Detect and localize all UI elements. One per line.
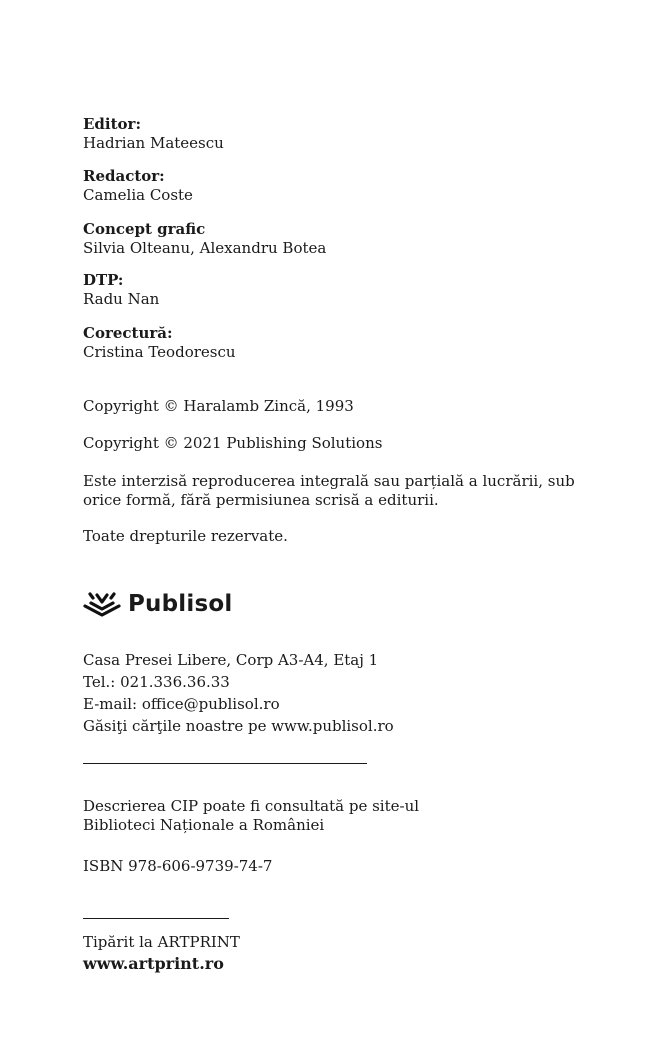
credit-name: Radu Nan	[83, 290, 160, 308]
publisher-website: Găsiţi cărţile noastre pe www.publisol.ro	[83, 717, 394, 735]
divider	[83, 763, 367, 764]
credit-role: Redactor:	[83, 167, 165, 185]
credit-proofreading	[83, 324, 603, 362]
publisher-contact	[83, 649, 394, 737]
divider-short	[83, 918, 229, 919]
printer-info	[83, 931, 240, 975]
credit-redactor	[83, 167, 603, 205]
credit-name: Hadrian Mateescu	[83, 134, 224, 152]
credit-role: Editor:	[83, 115, 141, 133]
copyright-publisher: Copyright © 2021 Publishing Solutions	[83, 434, 383, 452]
credit-role: DTP:	[83, 271, 124, 289]
cip-note	[83, 797, 419, 835]
credits-block	[83, 115, 603, 377]
credit-name: Cristina Teodorescu	[83, 343, 236, 361]
cip-line: Descrierea CIP poate fi consultată pe site-ul	[83, 797, 420, 815]
credit-name: Silvia Olteanu, Alexandru Botea	[83, 239, 327, 257]
book-flame-icon	[83, 590, 121, 618]
credit-concept	[83, 220, 603, 258]
cip-line: Biblioteci Naționale a României	[83, 816, 325, 834]
credit-role: Concept grafic	[83, 220, 206, 238]
credit-name: Camelia Coste	[83, 186, 193, 204]
publisher-logo-text: Publisol	[128, 591, 233, 617]
publisher-phone: Tel.: 021.336.36.33	[83, 673, 230, 691]
printer-url: www.artprint.ro	[83, 954, 224, 973]
publisher-logo	[83, 589, 232, 619]
credit-role: Corectură:	[83, 324, 173, 342]
notice-line: Este interzisă reproducerea integrală sau parțială a lucrării, sub	[83, 472, 575, 490]
publisher-address: Casa Presei Libere, Corp A3-A4, Etaj 1	[83, 651, 379, 669]
notice-line: orice formă, fără permisiunea scrisă a editurii.	[83, 491, 439, 509]
printer-label: Tipărit la ARTPRINT	[83, 933, 240, 951]
copyright-author: Copyright © Haralamb Zincă, 1993	[83, 397, 354, 415]
credit-editor	[83, 115, 603, 153]
publisher-email: E-mail: office@publisol.ro	[83, 695, 280, 713]
rights-reserved: Toate drepturile rezervate.	[83, 527, 288, 545]
reproduction-notice	[83, 472, 575, 510]
isbn: ISBN 978-606-9739-74-7	[83, 857, 273, 875]
credit-dtp	[83, 271, 603, 309]
